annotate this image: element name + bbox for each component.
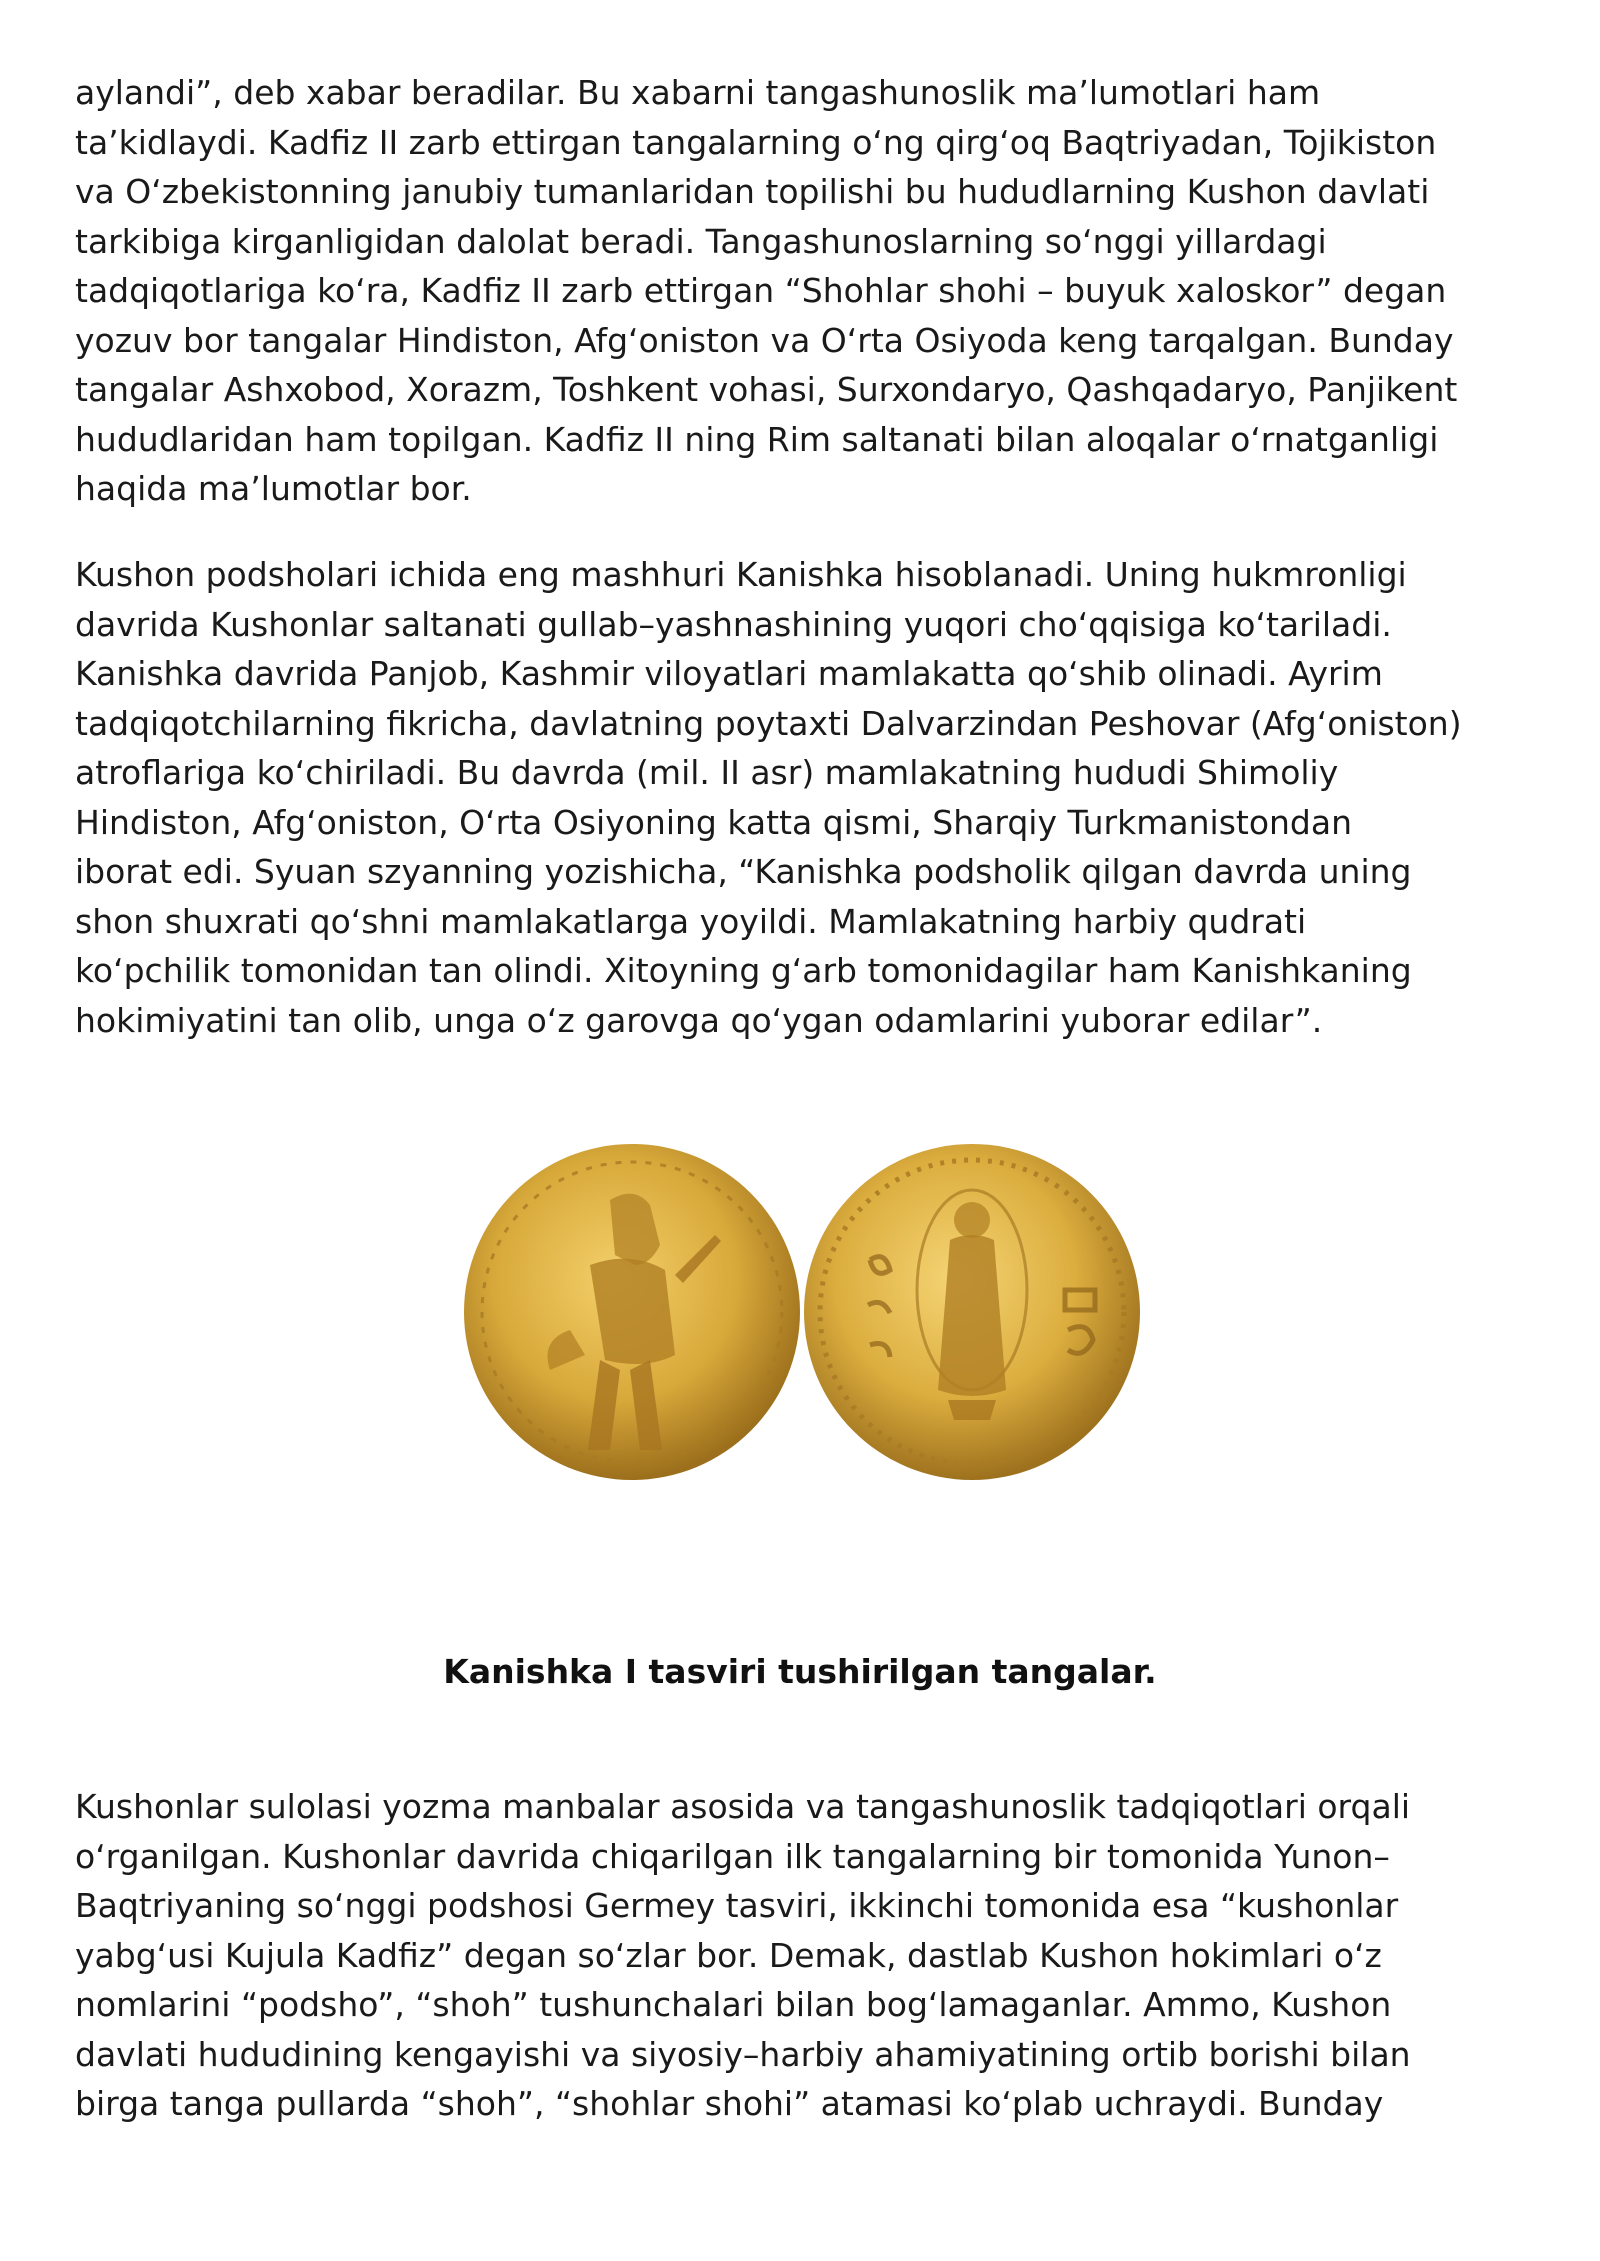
text-line: tadqiqotchilarning fikricha, davlatning poytaxti Dalvarzindan Peshovar (Afgʻoniston) bbox=[75, 703, 1462, 743]
text-line: nomlarini “podsho”, “shoh” tushunchalari bilan bogʻlamaganlar. Ammo, Kushon bbox=[75, 1985, 1392, 2024]
text-line: yabgʻusi Kujula Kadfiz” degan soʻzlar bor. Demak, dastlab Kushon hokimlari oʻz bbox=[75, 1935, 1382, 1975]
text-line: birga tanga pullarda “shoh”, “shohlar shohi” atamasi koʻplab uchraydi. Bunday bbox=[75, 2084, 1384, 2123]
text-line: shon shuxrati qoʻshni mamlakatlarga yoyildi. Mamlakatning harbiy qudrati bbox=[75, 901, 1307, 941]
gold-coin-kanishka-obverse-icon bbox=[460, 1140, 805, 1485]
text-line: hududlaridan ham topilgan. Kadfiz II ning Rim saltanati bilan aloqalar oʻrnatganligi bbox=[75, 419, 1439, 459]
text-line: ta’kidlaydi. Kadfiz II zarb ettirgan tangalarning oʻng qirgʻoq Baqtriyadan, Tojikiston bbox=[75, 122, 1437, 162]
text-line: va Oʻzbekistonning janubiy tumanlaridan topilishi bu hududlarning Kushon davlati bbox=[75, 172, 1430, 211]
text-line: iborat edi. Syuan szyanning yozishicha, “Kanishka podsholik qilgan davrda uning bbox=[75, 852, 1412, 891]
text-line: koʻpchilik tomonidan tan olindi. Xitoyning gʻarb tomonidagilar ham Kanishkaning bbox=[75, 951, 1412, 990]
text-line: Kanishka davrida Panjob, Kashmir viloyatlari mamlakatta qoʻshib olinadi. Ayrim bbox=[75, 654, 1383, 693]
text-line: haqida ma’lumotlar bor. bbox=[75, 469, 472, 508]
figure-caption: Kanishka I tasviri tushirilgan tangalar. bbox=[443, 1652, 1157, 1691]
coin-figure bbox=[460, 1140, 1160, 1520]
text-line: tangalar Ashxobod, Xorazm, Toshkent vohasi, Surxondaryo, Qashqadaryo, Panjikent bbox=[75, 370, 1458, 409]
text-line: hokimiyatini tan olib, unga oʻz garovga qoʻygan odamlarini yuborar edilar”. bbox=[75, 1000, 1323, 1040]
text-line: aylandi”, deb xabar beradilar. Bu xabarni tangashunoslik ma’lumotlari ham bbox=[75, 73, 1321, 112]
paragraph-kanishka-rule bbox=[75, 550, 1535, 1045]
text-line: Hindiston, Afgʻoniston, Oʻrta Osiyoning katta qismi, Sharqiy Turkmanistondan bbox=[75, 802, 1353, 842]
text-line: oʻrganilgan. Kushonlar davrida chiqarilgan ilk tangalarning bir tomonida Yunon– bbox=[75, 1836, 1390, 1876]
text-line: Kushonlar sulolasi yozma manbalar asosida va tangashunoslik tadqiqotlari orqali bbox=[75, 1787, 1411, 1826]
text-line: Kushon podsholari ichida eng mashhuri Kanishka hisoblanadi. Uning hukmronligi bbox=[75, 555, 1407, 594]
paragraph-kadfiz-coins bbox=[75, 68, 1535, 514]
text-line: Baqtriyaning soʻnggi podshosi Germey tasviri, ikkinchi tomonida esa “kushonlar bbox=[75, 1886, 1399, 1925]
text-line: tarkibiga kirganligidan dalolat beradi. Tangashunoslarning soʻnggi yillardagi bbox=[75, 221, 1327, 261]
paragraph-kushon-dynasty bbox=[75, 1782, 1535, 2129]
text-line: davrida Kushonlar saltanati gullab–yashnashining yuqori choʻqqisiga koʻtariladi. bbox=[75, 604, 1392, 644]
text-line: davlati hududining kengayishi va siyosiy–harbiy ahamiyatining ortib borishi bilan bbox=[75, 2034, 1411, 2074]
gold-coin-buddha-reverse-icon bbox=[800, 1140, 1145, 1485]
text-line: atroflariga koʻchiriladi. Bu davrda (mil. II asr) mamlakatning hududi Shimoliy bbox=[75, 753, 1339, 792]
text-line: yozuv bor tangalar Hindiston, Afgʻoniston va Oʻrta Osiyoda keng tarqalgan. Bunday bbox=[75, 320, 1454, 360]
text-line: tadqiqotlariga koʻra, Kadfiz II zarb ettirgan “Shohlar shohi – buyuk xaloskor” degan bbox=[75, 271, 1447, 310]
